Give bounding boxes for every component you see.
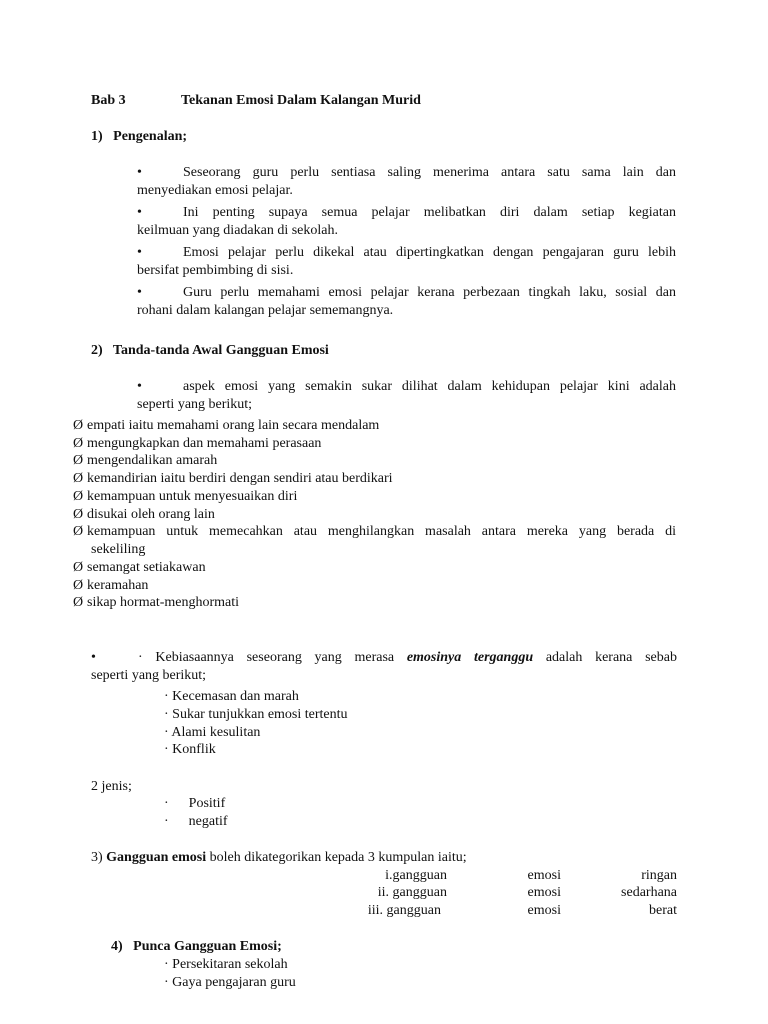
section-3-text: boleh dikategorikan kepada 3 kumpulan iaitu; — [209, 850, 467, 865]
arrow-bullet-icon: Ø — [73, 418, 84, 433]
aspect-item: Ø kemandirian iaitu berdiri dengan sendiri atau berdikari — [73, 471, 393, 486]
bullet-text-cont: seperti yang berikut; — [137, 397, 253, 412]
arrow-bullet-icon: Ø — [73, 436, 84, 451]
section-1-heading: 1) Pengenalan; — [91, 129, 188, 144]
arrow-bullet-icon: Ø — [73, 453, 84, 468]
section-3-bold: Gangguan emosi — [106, 850, 207, 865]
bullet-icon: • — [137, 285, 142, 300]
arrow-bullet-icon: Ø — [73, 524, 84, 539]
cause-item: · Kecemasan dan marah — [164, 689, 299, 704]
section-3-line — [91, 849, 467, 867]
chapter-number: Bab 3 — [91, 93, 126, 108]
aspect-item-cont: sekeliling — [91, 542, 146, 557]
bullet-icon: • — [91, 650, 96, 665]
aspect-item: Ø mengungkapkan dan memahami perasaan — [73, 436, 322, 451]
arrow-bullet-icon: Ø — [73, 560, 84, 575]
bullet-text: aspek emosi yang semakin sukar dilihat dalam kehidupan pelajar kini adalah — [183, 379, 676, 394]
cause-item: · Konflik — [164, 742, 216, 757]
bullet-icon: • — [137, 165, 142, 180]
type-item: · Positif — [164, 796, 226, 811]
arrow-bullet-icon: Ø — [73, 507, 84, 522]
bullet-icon: • — [137, 205, 142, 220]
bullet-1-4 — [137, 284, 676, 320]
bullet-text: Seseorang guru perlu sentiasa saling menerima antara satu sama lain dan — [183, 165, 676, 180]
aspect-item: Ø sikap hormat-menghormati — [73, 595, 240, 610]
bullet-text: Guru perlu memahami emosi pelajar kerana perbezaan tingkah laku, sosial dan — [183, 285, 676, 300]
bullet-text-cont: seperti yang berikut; — [91, 668, 207, 683]
section-4-heading: 4) Punca Gangguan Emosi; — [111, 939, 282, 954]
bullet-2-1 — [137, 378, 676, 414]
section-3-number: 3) — [91, 850, 103, 865]
arrow-bullet-icon: Ø — [73, 578, 84, 593]
arrow-bullet-icon: Ø — [73, 595, 84, 610]
aspect-item: Ø kemampuan untuk menyesuaikan diri — [73, 489, 298, 504]
bullet-text: Ini penting supaya semua pelajar melibatkan diri dalam setiap kegiatan — [183, 205, 676, 220]
aspect-item: Ø disukai oleh orang lain — [73, 507, 215, 522]
cause-bullet: • · Kebiasaannya seseorang yang merasa emosinya terganggu adalah kerana sebab seperti yang berikut; — [91, 650, 677, 683]
bullet-text-cont: bersifat pembimbing di sisi. — [137, 263, 294, 278]
cause-item: · Alami kesulitan — [164, 725, 261, 740]
bullet-1-3 — [137, 244, 676, 280]
bullet-text-cont: rohani dalam kalangan pelajar sememangnya. — [137, 303, 394, 318]
aspect-item: Ø mengendalikan amarah — [73, 453, 218, 468]
aspect-item: Ø semangat setiakawan — [73, 560, 206, 575]
chapter-title: Tekanan Emosi Dalam Kalangan Murid — [181, 93, 421, 108]
arrow-bullet-icon: Ø — [73, 489, 84, 504]
aspect-item: Ø empati iaitu memahami orang lain secara mendalam — [73, 418, 380, 433]
bullet-1-2 — [137, 204, 676, 240]
bullet-icon: • — [137, 245, 142, 260]
emphasis-text: emosinya terganggu — [406, 650, 534, 665]
punca-item: · Persekitaran sekolah — [164, 957, 288, 972]
cause-item: · Sukar tunjukkan emosi tertentu — [164, 707, 348, 722]
aspect-item: Ø keramahan — [73, 578, 149, 593]
punca-item: · Gaya pengajaran guru — [164, 975, 296, 990]
bullet-text: Emosi pelajar perlu dikekal atau dipertingkatkan dengan pengajaran guru lebih — [183, 245, 676, 260]
dot-icon: · — [164, 814, 169, 829]
bullet-text-cont: keilmuan yang diadakan di sekolah. — [137, 223, 338, 238]
arrow-bullet-icon: Ø — [73, 471, 84, 486]
bullet-icon: • — [137, 379, 142, 394]
types-label: 2 jenis; — [91, 779, 132, 794]
section-2-heading: 2) Tanda-tanda Awal Gangguan Emosi — [91, 343, 329, 358]
type-item: · negatif — [164, 814, 228, 829]
bullet-1-1 — [137, 164, 676, 200]
bullet-text-cont: menyediakan emosi pelajar. — [137, 183, 293, 198]
aspect-item: Ø kemampuan untuk memecahkan atau menghilangkan masalah antara mereka yang berada di — [73, 524, 676, 539]
dot-icon: · — [164, 796, 169, 811]
